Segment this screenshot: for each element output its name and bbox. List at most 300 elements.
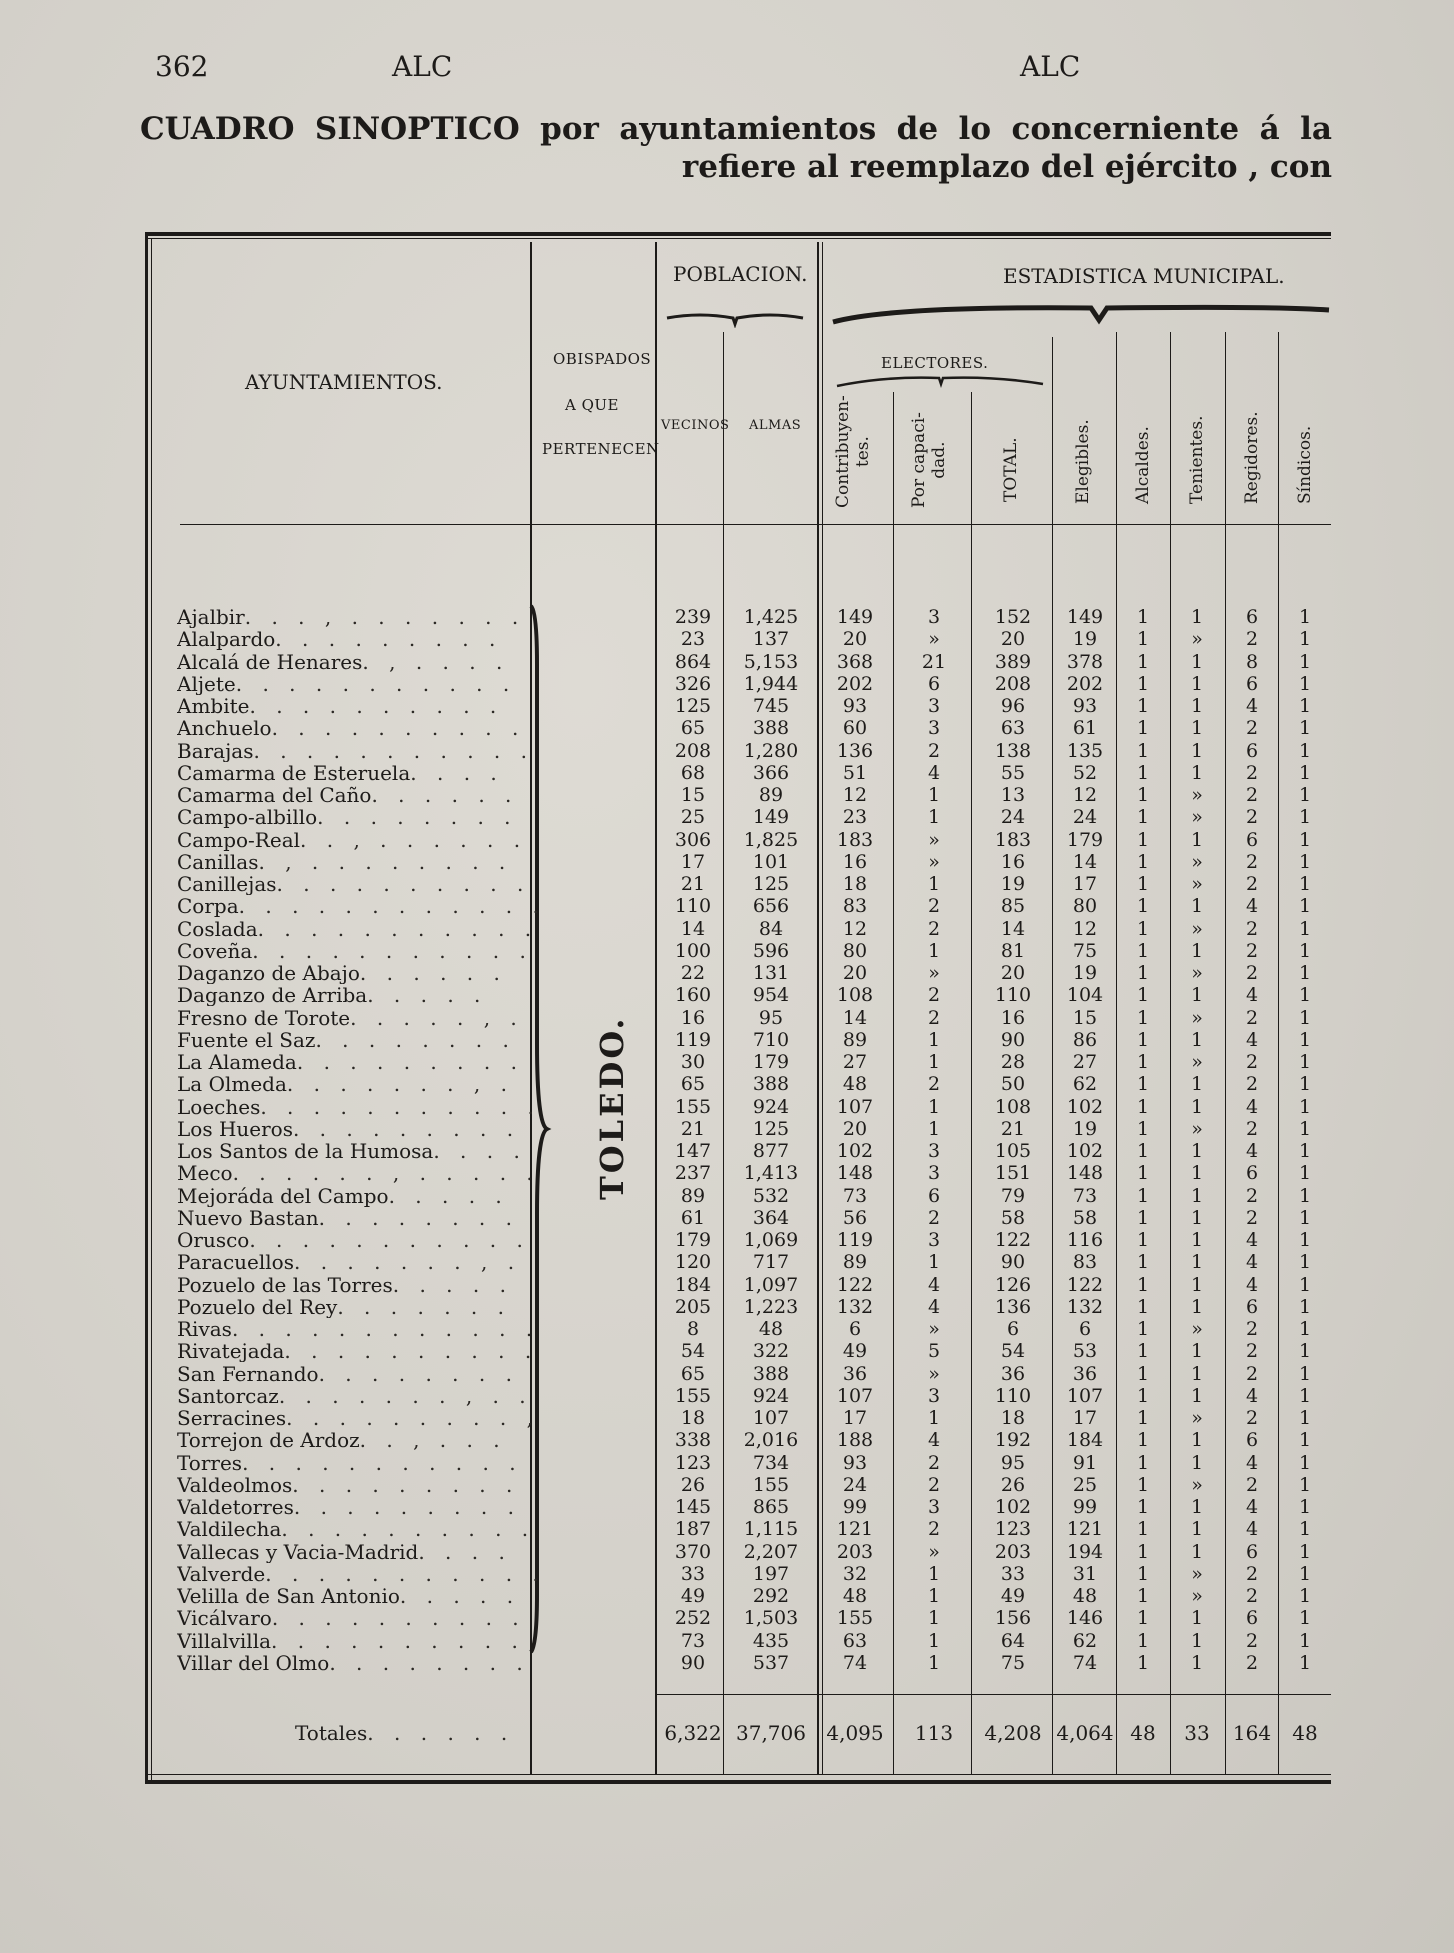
- header-capacidad: Por capaci- dad.: [909, 412, 949, 508]
- table-cell: 1: [927, 1407, 941, 1429]
- row-name: [177, 806, 549, 828]
- table-cell: 1: [1136, 1028, 1150, 1051]
- ayuntamiento-name: Daganzo de Arriba: [177, 984, 368, 1007]
- table-cell: 3: [927, 1496, 941, 1518]
- row-name: [177, 1496, 549, 1518]
- table-cell: 1: [1136, 1140, 1150, 1162]
- row-name: [177, 1185, 549, 1207]
- header-obispados-1: OBISPADOS: [553, 350, 652, 368]
- table-cell: 86: [1072, 1028, 1098, 1051]
- table-cell: 1: [1298, 1229, 1312, 1251]
- table-cell: 49: [842, 1340, 868, 1363]
- bottom-rule-thin: [145, 1774, 1331, 1775]
- table-cell: 1: [927, 784, 941, 806]
- table-cell: 1: [1136, 828, 1150, 851]
- table-cell: 2: [1245, 1117, 1259, 1140]
- table-cell: 1: [1136, 1384, 1150, 1407]
- table-cell: 1: [1298, 628, 1312, 651]
- table-cell: 17: [680, 850, 706, 873]
- table-cell: 104: [1066, 984, 1104, 1007]
- row-name: [177, 873, 549, 895]
- table-cell: 1: [1136, 1451, 1150, 1474]
- table-cell: 537: [752, 1651, 790, 1674]
- table-cell: 1: [1136, 1340, 1150, 1363]
- ayuntamiento-name: Camarma del Caño: [177, 784, 372, 806]
- table-cell: 26: [680, 1473, 706, 1496]
- table-cell: 4: [1245, 1095, 1259, 1118]
- table-cell: 4: [1245, 1451, 1259, 1474]
- table-cell: 51: [842, 761, 868, 784]
- table-cell: 1: [1190, 1362, 1204, 1385]
- table-cell: 101: [752, 850, 790, 873]
- leader-dots: . . . . . . .: [337, 1295, 511, 1318]
- table-cell: 1: [1136, 1295, 1150, 1318]
- row-name: [177, 1096, 549, 1118]
- electores-brace: [835, 370, 1045, 392]
- table-cell: 4: [1245, 895, 1259, 918]
- table-cell: 148: [836, 1162, 874, 1185]
- row-name: [177, 1474, 549, 1496]
- table-cell: 1: [1190, 1518, 1204, 1541]
- table-cell: 1: [1298, 672, 1312, 695]
- table-cell: 107: [752, 1407, 790, 1429]
- table-cell: 187: [674, 1518, 712, 1541]
- table-cell: 138: [994, 739, 1032, 762]
- table-cell: 1: [1298, 1206, 1312, 1229]
- table-cell: »: [1191, 1318, 1203, 1340]
- table-cell: 4: [927, 761, 941, 784]
- table-cell: 1: [1136, 1518, 1150, 1541]
- table-cell: 31: [1072, 1562, 1098, 1585]
- table-cell: 75: [1072, 939, 1098, 962]
- ayuntamiento-name: Orusco: [177, 1229, 250, 1251]
- row-name: [177, 1452, 549, 1474]
- table-cell: 1,223: [743, 1295, 799, 1318]
- running-head-left: ALC: [392, 50, 453, 83]
- table-cell: 1: [1298, 1295, 1312, 1318]
- leader-dots: . . . . . . . .: [318, 1362, 519, 1385]
- table-cell: 19: [1072, 962, 1098, 984]
- table-cell: 8: [686, 1318, 700, 1340]
- table-cell: 6: [1245, 1295, 1259, 1318]
- leader-dots: . . . . . . . . . .: [276, 873, 531, 895]
- leader-dots: . . . . . . , . . . . .: [232, 1162, 540, 1185]
- table-cell: 149: [752, 806, 790, 829]
- left-rule: [145, 232, 148, 1784]
- table-cell: 89: [758, 784, 784, 806]
- table-cell: 1: [1136, 695, 1150, 717]
- table-cell: 6: [1245, 828, 1259, 851]
- table-cell: 2: [1245, 628, 1259, 651]
- table-cell: 74: [1072, 1651, 1098, 1674]
- table-cell: 48: [1072, 1585, 1098, 1607]
- table-cell: 2: [927, 1206, 941, 1229]
- table-cell: 4: [1245, 1273, 1259, 1296]
- table-cell: 20: [842, 962, 868, 984]
- table-cell: 2: [1245, 1562, 1259, 1585]
- table-cell: 338: [674, 1429, 712, 1452]
- table-cell: 49: [1000, 1585, 1026, 1607]
- table-cell: 1: [1136, 1162, 1150, 1185]
- leader-dots: . , . . . .: [362, 650, 510, 673]
- table-cell: 110: [994, 984, 1032, 1007]
- table-cell: 93: [1072, 695, 1098, 717]
- leader-dots: . . , . . .: [359, 1429, 507, 1452]
- table-cell: 80: [842, 939, 868, 962]
- table-cell: 132: [1066, 1295, 1104, 1318]
- table-cell: 19: [1072, 1117, 1098, 1140]
- row-name: [177, 1630, 549, 1652]
- table-cell: 1: [1136, 1473, 1150, 1496]
- ayuntamiento-name: Corpa: [177, 895, 239, 918]
- table-cell: 54: [680, 1340, 706, 1363]
- leader-dots: . . . . . . . .: [329, 1651, 530, 1674]
- ayuntamiento-name: Pozuelo de las Torres: [177, 1273, 393, 1296]
- table-cell: 1: [1190, 1206, 1204, 1229]
- table-cell: 20: [842, 1117, 868, 1140]
- table-cell: 27: [842, 1051, 868, 1073]
- table-cell: 710: [752, 1028, 790, 1051]
- table-cell: 25: [680, 806, 706, 829]
- table-cell: 6: [1078, 1318, 1092, 1340]
- table-cell: 1: [927, 1051, 941, 1073]
- table-cell: 2: [1245, 1407, 1259, 1429]
- ayuntamiento-name: Valdetorres: [177, 1496, 294, 1518]
- ayuntamiento-name: Villar del Olmo: [177, 1651, 330, 1674]
- page-title: [140, 110, 1332, 186]
- table-cell: 1: [1298, 1585, 1312, 1607]
- table-cell: 1: [1136, 650, 1150, 673]
- table-cell: 95: [1000, 1451, 1026, 1474]
- table-cell: 364: [752, 1206, 790, 1229]
- table-cell: 73: [1072, 1184, 1098, 1207]
- ayuntamiento-name: Anchuelo: [177, 717, 272, 740]
- table-cell: 1: [1298, 784, 1312, 806]
- totals-label: [295, 1722, 535, 1744]
- table-cell: 1: [1298, 1162, 1312, 1185]
- table-cell: 1,503: [743, 1607, 799, 1630]
- table-cell: 3: [927, 1140, 941, 1162]
- top-rule-thin: [145, 238, 1331, 239]
- table-cell: 192: [994, 1429, 1032, 1452]
- header-ayuntamientos: AYUNTAMIENTOS.: [245, 370, 443, 394]
- leader-dots: . . . . . . . , . .: [278, 1384, 533, 1407]
- table-cell: 6: [1006, 1318, 1020, 1340]
- table-cell: 116: [1066, 1229, 1104, 1251]
- table-cell: 75: [1000, 1651, 1026, 1674]
- table-cell: 2: [927, 1006, 941, 1029]
- table-cell: 73: [842, 1184, 868, 1207]
- top-rule: [145, 232, 1331, 236]
- table-cell: 252: [674, 1607, 712, 1630]
- table-cell: 1: [1298, 650, 1312, 673]
- leader-dots: . . . . . . . . . . .: [257, 917, 539, 940]
- table-cell: 1: [1190, 895, 1204, 918]
- header-poblacion: POBLACION.: [673, 262, 808, 286]
- table-cell: 1: [1298, 1051, 1312, 1073]
- leader-dots: . . . . . . . .: [318, 1206, 520, 1229]
- table-cell: 2: [1245, 1651, 1259, 1674]
- table-cell: 1,944: [743, 672, 799, 695]
- table-cell: 5,153: [743, 650, 799, 673]
- table-cell: 1: [1298, 1540, 1312, 1563]
- table-cell: 1: [1298, 1362, 1312, 1385]
- table-cell: 73: [680, 1629, 706, 1652]
- table-cell: 1: [1298, 1607, 1312, 1630]
- table-cell: 1: [1136, 850, 1150, 873]
- table-cell: 1: [1136, 1429, 1150, 1452]
- table-cell: 1: [1136, 672, 1150, 695]
- table-cell: 2: [1245, 850, 1259, 873]
- table-cell: 1,097: [743, 1273, 799, 1296]
- col-line-10: [1225, 332, 1226, 1774]
- table-cell: 26: [1000, 1473, 1026, 1496]
- table-cell: 19: [1072, 628, 1098, 651]
- table-cell: 1: [1190, 717, 1204, 740]
- table-cell: 4: [1245, 1229, 1259, 1251]
- table-cell: 74: [842, 1651, 868, 1674]
- table-cell: 1,825: [743, 828, 799, 851]
- row-name: [177, 1051, 549, 1073]
- totals-cell: 4,208: [984, 1721, 1042, 1745]
- leader-dots: . . . . . . . . . .: [271, 1629, 525, 1652]
- ayuntamiento-name: La Alameda: [177, 1051, 297, 1073]
- table-cell: 183: [994, 828, 1032, 851]
- page-number: 362: [155, 50, 209, 83]
- table-cell: 1: [1190, 1251, 1204, 1274]
- table-cell: 21: [1000, 1117, 1026, 1140]
- table-cell: 12: [842, 784, 868, 806]
- table-cell: 125: [674, 695, 712, 717]
- table-cell: 2: [1245, 1206, 1259, 1229]
- totals-cell: 164: [1232, 1721, 1272, 1745]
- ayuntamiento-name: Loeches: [177, 1095, 261, 1118]
- table-cell: 1: [1190, 1295, 1204, 1318]
- totals-cell: 37,706: [736, 1721, 806, 1745]
- table-cell: 27: [1072, 1051, 1098, 1073]
- table-cell: »: [928, 828, 940, 851]
- ayuntamiento-name: Velilla de San Antonio: [177, 1585, 400, 1607]
- table-cell: 2: [1245, 761, 1259, 784]
- table-cell: 184: [1066, 1429, 1104, 1452]
- table-cell: 102: [1066, 1140, 1104, 1162]
- table-cell: 1: [1298, 962, 1312, 984]
- row-name: [177, 784, 549, 806]
- table-cell: 366: [752, 761, 790, 784]
- table-cell: 1: [927, 1607, 941, 1630]
- table-cell: 12: [1072, 784, 1098, 806]
- table-cell: »: [1191, 1562, 1203, 1585]
- table-cell: 183: [836, 828, 874, 851]
- row-name: [177, 918, 549, 940]
- table-cell: 16: [1000, 1006, 1026, 1029]
- leader-dots: . . . . . . . . .: [293, 1496, 521, 1518]
- table-cell: 21: [921, 650, 947, 673]
- header-alcaldes: Alcaldes.: [1133, 426, 1153, 504]
- table-cell: 1: [1298, 1562, 1312, 1585]
- table-cell: 2: [927, 1073, 941, 1096]
- table-cell: 155: [674, 1095, 712, 1118]
- table-cell: 149: [836, 606, 874, 628]
- table-cell: 1: [927, 1117, 941, 1140]
- table-cell: 435: [752, 1629, 790, 1652]
- table-cell: 52: [1072, 761, 1098, 784]
- table-cell: 107: [836, 1095, 874, 1118]
- row-name: [177, 762, 549, 784]
- table-cell: 1: [1298, 1451, 1312, 1474]
- table-cell: 24: [842, 1473, 868, 1496]
- table-cell: 184: [674, 1273, 712, 1296]
- table-cell: 1: [1190, 1073, 1204, 1096]
- row-name: [177, 984, 549, 1006]
- table-cell: 23: [680, 628, 706, 651]
- table-cell: 2: [1245, 1629, 1259, 1652]
- table-cell: 4: [1245, 1140, 1259, 1162]
- table-cell: 132: [836, 1295, 874, 1318]
- table-cell: 388: [752, 1073, 790, 1096]
- table-cell: 89: [680, 1184, 706, 1207]
- table-cell: 1: [927, 1562, 941, 1585]
- table-cell: »: [1191, 806, 1203, 829]
- row-name: [177, 1296, 549, 1318]
- leader-dots: . . . . . . . . . . .: [235, 672, 517, 695]
- leader-dots: . . . . .: [399, 1585, 521, 1607]
- header-rule: [180, 524, 1331, 525]
- table-cell: 58: [1072, 1206, 1098, 1229]
- table-cell: 292: [752, 1585, 790, 1607]
- table-cell: 1: [1298, 1429, 1312, 1452]
- leader-dots: . . . . . . . . . .: [284, 1340, 539, 1363]
- col-line-4: [817, 242, 819, 1774]
- col-line-8: [1116, 332, 1117, 1774]
- leader-dots: . . , . . . . . .: [300, 828, 528, 851]
- row-name: [177, 1652, 549, 1674]
- table-cell: 18: [1000, 1407, 1026, 1429]
- table-cell: 14: [680, 917, 706, 940]
- table-cell: 388: [752, 1362, 790, 1385]
- table-cell: 1: [1136, 1184, 1150, 1207]
- ayuntamiento-name: Campo-Real: [177, 828, 301, 851]
- table-cell: 2: [1245, 1473, 1259, 1496]
- table-cell: 1: [1190, 1229, 1204, 1251]
- table-cell: 1: [1298, 1028, 1312, 1051]
- row-name: [177, 1585, 549, 1607]
- table-cell: 1: [1298, 761, 1312, 784]
- table-cell: 1: [1136, 606, 1150, 628]
- header-estadistica: ESTADISTICA MUNICIPAL.: [1003, 264, 1285, 288]
- table-cell: »: [1191, 917, 1203, 940]
- col-line-5: [893, 392, 894, 1774]
- table-cell: 179: [1066, 828, 1104, 851]
- leader-dots: . . . , . . . . . . .: [244, 606, 526, 628]
- table-cell: »: [1191, 962, 1203, 984]
- table-cell: 2: [927, 739, 941, 762]
- table-cell: 15: [1072, 1006, 1098, 1029]
- table-cell: 1: [1136, 1206, 1150, 1229]
- table-cell: 1: [1190, 606, 1204, 628]
- table-cell: 877: [752, 1140, 790, 1162]
- table-cell: 135: [1066, 739, 1104, 762]
- table-cell: 2: [1245, 717, 1259, 740]
- table-cell: 1: [1298, 1407, 1312, 1429]
- col-line-11: [1278, 332, 1279, 1774]
- leader-dots: . . . . . . . . . . .: [253, 739, 535, 762]
- table-cell: 202: [836, 672, 874, 695]
- table-cell: 90: [680, 1651, 706, 1674]
- table-cell: 1,115: [743, 1518, 799, 1541]
- row-name: [177, 1207, 549, 1229]
- table-cell: 96: [1000, 695, 1026, 717]
- table-cell: 924: [752, 1095, 790, 1118]
- table-cell: 17: [842, 1407, 868, 1429]
- ayuntamiento-name: Serracines: [177, 1407, 287, 1429]
- leader-dots: . . . . . . . . . .: [271, 717, 526, 740]
- table-cell: 4: [1245, 1496, 1259, 1518]
- totals-cell: 113: [914, 1721, 954, 1745]
- row-name: [177, 962, 549, 984]
- table-cell: 4: [1245, 1518, 1259, 1541]
- table-cell: 156: [994, 1607, 1032, 1630]
- table-cell: 55: [1000, 761, 1026, 784]
- table-cell: 745: [752, 695, 790, 717]
- totals-cell: 4,064: [1056, 1721, 1114, 1745]
- table-cell: 1: [1136, 1006, 1150, 1029]
- leader-dots: . . . . . .: [371, 784, 519, 806]
- row-name: [177, 1518, 549, 1540]
- table-cell: 160: [674, 984, 712, 1007]
- table-cell: 378: [1066, 650, 1104, 673]
- table-cell: 125: [752, 873, 790, 895]
- table-cell: 119: [836, 1229, 874, 1251]
- table-cell: 1: [1298, 1273, 1312, 1296]
- leader-dots: . . . . . , .: [350, 1006, 524, 1029]
- row-name: [177, 1229, 549, 1251]
- table-cell: 924: [752, 1384, 790, 1407]
- row-name: [177, 1363, 549, 1385]
- row-name: [177, 740, 549, 762]
- table-cell: 1: [1298, 1629, 1312, 1652]
- row-name: [177, 940, 549, 962]
- table-cell: 2,016: [743, 1429, 799, 1452]
- ayuntamiento-name: Villalvilla: [177, 1629, 272, 1652]
- ayuntamiento-name: Rivas: [177, 1318, 232, 1340]
- table-cell: 734: [752, 1451, 790, 1474]
- leader-dots: . . . . . . . . . ,: [286, 1407, 540, 1429]
- table-cell: 203: [994, 1540, 1032, 1563]
- table-cell: 89: [842, 1251, 868, 1274]
- table-cell: 81: [1000, 939, 1026, 962]
- header-sindicos: Síndicos.: [1295, 425, 1315, 504]
- table-cell: 65: [680, 1073, 706, 1096]
- leader-dots: . . . . .: [388, 1184, 509, 1207]
- leader-dots: . . . . . . . , .: [293, 1251, 522, 1274]
- table-cell: 2: [927, 1518, 941, 1541]
- table-cell: 1: [927, 1651, 941, 1674]
- leader-dots: . . . . . . . .: [315, 1028, 516, 1051]
- ayuntamiento-name: La Olmeda: [177, 1073, 287, 1096]
- table-cell: 90: [1000, 1251, 1026, 1274]
- table-cell: 4: [1245, 984, 1259, 1007]
- table-cell: 91: [1072, 1451, 1098, 1474]
- table-cell: 3: [927, 1229, 941, 1251]
- table-cell: 1: [1190, 1629, 1204, 1652]
- row-name: [177, 851, 549, 873]
- row-name: [177, 1541, 549, 1563]
- table-cell: 2: [1245, 1073, 1259, 1096]
- table-cell: 108: [836, 984, 874, 1007]
- col-line-7: [1052, 337, 1053, 1774]
- table-cell: 137: [752, 628, 790, 651]
